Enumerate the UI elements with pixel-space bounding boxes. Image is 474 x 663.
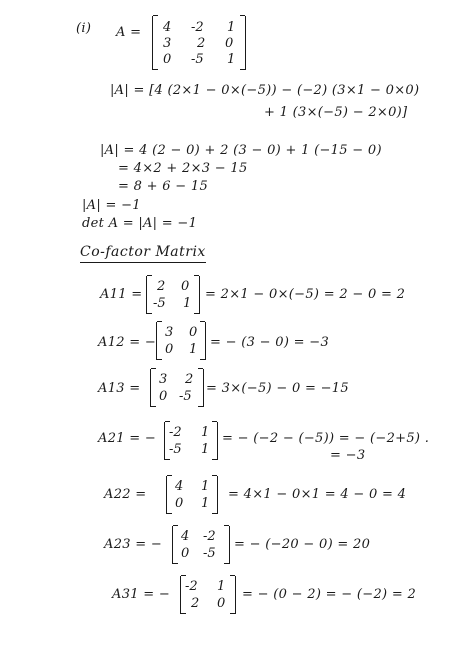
matrix-a-cell: 0 <box>163 52 172 67</box>
matrix-cell: -5 <box>169 442 182 457</box>
cofactor-a22-label: A22 = <box>104 487 147 502</box>
det-step-3: = 8 + 6 − 15 <box>118 179 209 194</box>
det-step-2: = 4×2 + 2×3 − 15 <box>118 161 248 176</box>
det-step-1: |A| = 4 (2 − 0) + 2 (3 − 0) + 1 (−15 − 0) <box>100 143 382 158</box>
matrix-cell: 1 <box>201 479 210 494</box>
matrix-cell: 2 <box>185 372 194 387</box>
matrix-cell: 3 <box>165 325 174 340</box>
matrix-cell: -2 <box>169 425 182 440</box>
matrix-a-label: A = <box>116 25 142 40</box>
cofactor-a23-label: A23 = − <box>104 537 163 552</box>
matrix-cell: 0 <box>181 546 190 561</box>
cofactor-a22-matrix <box>166 476 218 514</box>
cofactor-a31-matrix <box>180 576 236 614</box>
det-step-4: |A| = −1 <box>82 198 141 213</box>
matrix-cell: 0 <box>181 279 190 294</box>
matrix-a-cell: 1 <box>227 20 236 35</box>
matrix-cell: 1 <box>201 442 210 457</box>
matrix-cell: 1 <box>201 425 210 440</box>
det-expansion-line2: + 1 (3×(−5) − 2×0)] <box>264 105 408 120</box>
cofactor-a22-result: = 4×1 − 0×1 = 4 − 0 = 4 <box>228 487 407 502</box>
matrix-cell: 4 <box>175 479 184 494</box>
matrix-a-cell: 1 <box>227 52 236 67</box>
cofactor-a31-label: A31 = − <box>112 587 171 602</box>
matrix-cell: 4 <box>181 529 190 544</box>
cofactor-a23-matrix <box>172 526 230 564</box>
cofactor-a21-matrix <box>164 422 218 460</box>
matrix-cell: 1 <box>183 296 192 311</box>
cofactor-a13-result: = 3×(−5) − 0 = −15 <box>206 381 349 396</box>
cofactor-a11-result: = 2×1 − 0×(−5) = 2 − 0 = 2 <box>205 287 406 302</box>
matrix-cell: 0 <box>217 596 226 611</box>
cofactor-a11-label: A11 = <box>100 287 143 302</box>
matrix-cell: 0 <box>175 496 184 511</box>
matrix-cell: 1 <box>217 579 226 594</box>
matrix-cell: -5 <box>203 546 216 561</box>
cofactor-a12-matrix <box>156 322 206 360</box>
part-label: (i) <box>76 21 92 36</box>
cofactor-a21-label: A21 = − <box>98 431 157 446</box>
matrix-cell: -2 <box>185 579 198 594</box>
det-step-5: det A = |A| = −1 <box>82 216 198 231</box>
matrix-cell: 1 <box>189 342 198 357</box>
cofactor-a12-result: = − (3 − 0) = −3 <box>210 335 330 350</box>
matrix-cell: 2 <box>157 279 166 294</box>
matrix-cell: 0 <box>159 389 168 404</box>
det-expansion-line1: |A| = [4 (2×1 − 0×(−5)) − (−2) (3×1 − 0×0) <box>110 83 420 98</box>
cofactor-a12-label: A12 = − <box>98 335 157 350</box>
matrix-cell: 0 <box>189 325 198 340</box>
matrix-cell: 1 <box>201 496 210 511</box>
matrix-a-cell: -2 <box>191 20 204 35</box>
cofactor-a23-result: = − (−20 − 0) = 20 <box>234 537 371 552</box>
matrix-cell: 0 <box>165 342 174 357</box>
cofactor-a21-result-2: = −3 <box>330 448 366 463</box>
matrix-cell: -5 <box>179 389 192 404</box>
matrix-cell: 2 <box>191 596 200 611</box>
cofactor-a13-matrix <box>150 369 204 407</box>
matrix-cell: -2 <box>203 529 216 544</box>
matrix-a-cell: -5 <box>191 52 204 67</box>
matrix-a-cell: 0 <box>225 36 234 51</box>
cofactor-a21-result: = − (−2 − (−5)) = − (−2+5) . <box>222 431 430 446</box>
cofactor-a13-label: A13 = <box>98 381 141 396</box>
cofactor-a11-matrix <box>146 276 200 314</box>
matrix-a <box>152 16 246 70</box>
cofactor-heading: Co-factor Matrix <box>80 244 206 263</box>
matrix-a-cell: 4 <box>163 20 172 35</box>
matrix-cell: -5 <box>153 296 166 311</box>
matrix-a-cell: 2 <box>197 36 206 51</box>
cofactor-a31-result: = − (0 − 2) = − (−2) = 2 <box>242 587 417 602</box>
matrix-cell: 3 <box>159 372 168 387</box>
matrix-a-cell: 3 <box>163 36 172 51</box>
